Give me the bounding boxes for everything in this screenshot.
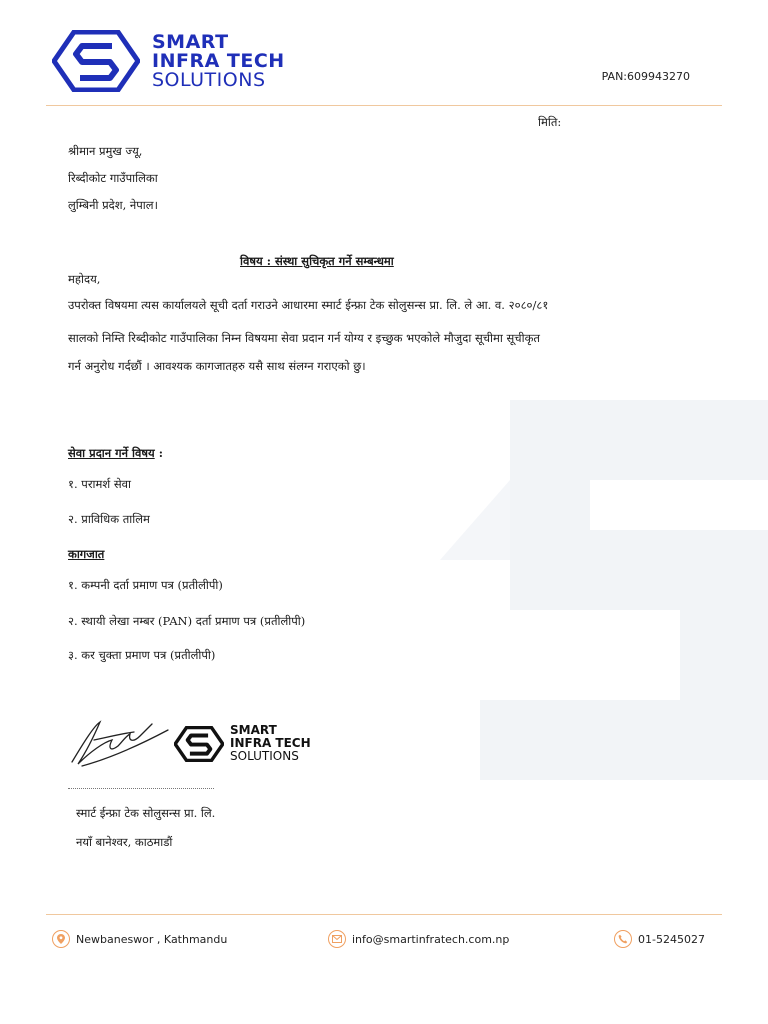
stamp-text-line2: INFRA TECH <box>230 736 311 750</box>
company-logo <box>52 30 285 92</box>
logo-mark-icon <box>52 30 140 92</box>
handwritten-signature <box>64 712 174 772</box>
salutation: महोदय, <box>68 272 101 286</box>
pan-number: PAN:609943270 <box>601 70 690 83</box>
services-heading <box>68 445 163 461</box>
company-stamp <box>174 724 311 763</box>
stamp-text-line1: SMART <box>230 723 277 737</box>
document-item-2: २. स्थायी लेखा नम्बर (PAN) दर्ता प्रमाण पत्र (प्रतीलीपी) <box>68 614 306 628</box>
logo-text <box>152 30 285 91</box>
body-paragraph-line-2: सालको निम्ति रिब्दीकोट गाउँपालिका निम्न विषयमा सेवा प्रदान गर्न योग्य र इच्छुक भएकोले मौजुदा सूचीमा सूचीकृत <box>68 331 540 345</box>
footer-address <box>52 930 227 948</box>
body-paragraph-line-3: गर्न अनुरोध गर्दछौं । आवश्यक कागजातहरु यसै साथ संलग्न गराएको छु। <box>68 359 366 373</box>
footer-address-text: Newbaneswor , Kathmandu <box>76 932 228 946</box>
document-item-1: १. कम्पनी दर्ता प्रमाण पत्र (प्रतीलीपी) <box>68 578 223 592</box>
footer-phone-text[interactable]: 01-5245027 <box>638 932 705 946</box>
watermark-logo <box>380 360 768 780</box>
body-paragraph-line-1: उपरोक्त विषयमा त्यस कार्यालयले सूची दर्ता गराउने आधारमा स्मार्ट ईन्फ्रा टेक सोलुसन्स प्रा. लि. ले आ. व. २०८०/८१ <box>68 298 549 312</box>
footer-email[interactable] <box>328 930 509 948</box>
addressee-line-2: रिब्दीकोट गाउँपालिका <box>68 171 158 185</box>
logo-text-line1: SMART <box>152 30 229 53</box>
stamp-text <box>230 724 311 763</box>
signatory-company: स्मार्ट ईन्फ्रा टेक सोलुसन्स प्रा. लि. <box>76 806 216 820</box>
signature-dotted-line <box>68 788 214 789</box>
envelope-icon <box>328 930 346 948</box>
services-heading-colon: : <box>154 446 163 460</box>
footer-divider <box>46 914 722 915</box>
location-pin-icon <box>52 930 70 948</box>
phone-icon <box>614 930 632 948</box>
logo-text-line2: INFRA TECH <box>152 49 285 72</box>
services-heading-text: सेवा प्रदान गर्ने विषय <box>68 446 155 460</box>
service-item-2: २. प्राविधिक तालिम <box>68 512 150 526</box>
stamp-text-line3: SOLUTIONS <box>230 749 299 763</box>
subject-line: विषय : संस्था सुचिकृत गर्ने सम्बन्धमा <box>240 254 394 268</box>
documents-heading: कागजात <box>68 547 105 561</box>
signatory-address: नयाँ बानेश्वर, काठमाडौं <box>76 835 173 849</box>
addressee-line-3: लुम्बिनी प्रदेश, नेपाल। <box>68 198 158 212</box>
footer-email-link[interactable]: info@smartinfratech.com.np <box>352 932 510 946</box>
document-item-3: ३. कर चुक्ता प्रमाण पत्र (प्रतीलीपी) <box>68 648 216 662</box>
date-label: मिति: <box>538 115 562 129</box>
service-item-1: १. परामर्श सेवा <box>68 477 132 491</box>
footer-phone[interactable] <box>614 930 705 948</box>
header-divider <box>46 105 722 106</box>
logo-text-line3: SOLUTIONS <box>152 68 266 91</box>
addressee-line-1: श्रीमान प्रमुख ज्यू, <box>68 144 143 158</box>
stamp-logo-icon <box>174 726 224 762</box>
